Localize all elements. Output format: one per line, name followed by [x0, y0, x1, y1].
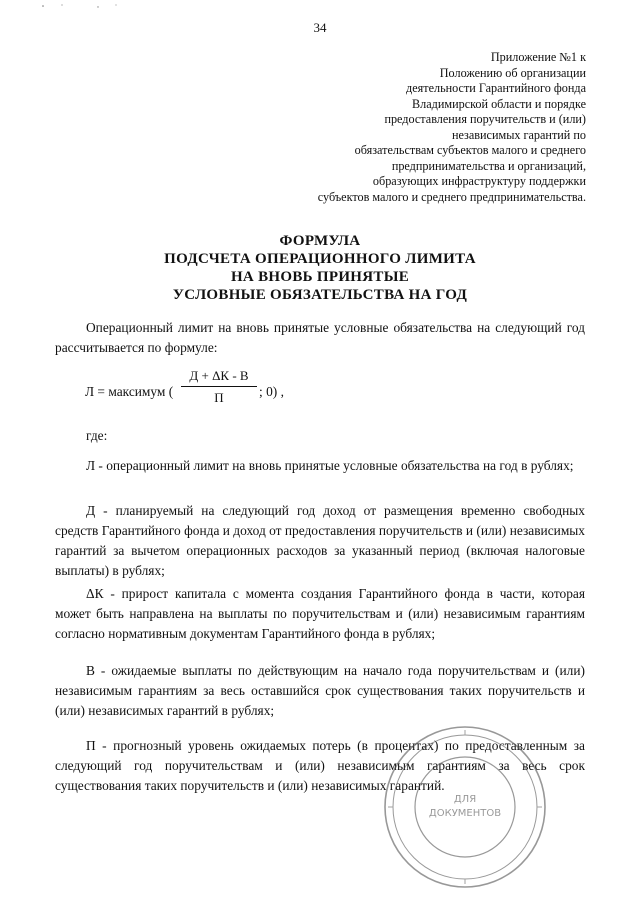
appendix-reference: [206, 50, 586, 205]
title-line: НА ВНОВЬ ПРИНЯТЫЕ: [230, 269, 410, 285]
seal-text-line: ДЛЯ: [453, 794, 477, 805]
formula-fraction: [181, 368, 257, 406]
formula-denominator: П: [214, 390, 224, 405]
intro-paragraph: Операционный лимит на вновь принятые условные обязательства на следующий год рассчитывается по формуле:: [55, 320, 585, 355]
seal-text-line: ДОКУМЕНТОВ: [428, 808, 502, 819]
scan-artifacts: [40, 2, 140, 10]
definition-L: Л - операционный лимит на вновь принятые условные обязательства на год в рублях;: [86, 458, 574, 473]
appendix-line: предоставления поручительств и (или): [384, 112, 586, 126]
appendix-line: обязательствам субъектов малого и среднего: [354, 143, 586, 157]
formula-numerator: Д + ΔК - В: [181, 368, 257, 387]
title-line: ПОДСЧЕТА ОПЕРАЦИОННОГО ЛИМИТА: [164, 251, 476, 267]
appendix-line: деятельности Гарантийного фонда: [406, 81, 586, 95]
page-number: 34: [313, 20, 327, 35]
stamp-seal: [380, 722, 550, 892]
formula-rhs: ; 0) ,: [259, 384, 284, 399]
appendix-line: Приложение №1 к: [490, 50, 586, 64]
title-line: ФОРМУЛА: [279, 233, 361, 249]
formula-lhs: Л = максимум (: [85, 384, 174, 399]
appendix-line: образующих инфраструктуру поддержки: [372, 174, 586, 188]
appendix-line: субъектов малого и среднего предпринимательства.: [317, 189, 586, 204]
definition-D: Д - планируемый на следующий год доход от размещения временно свободных средств Гарантийного фонда и доход от предоставления поручительств и (или) независимых гарантий за вычетом операционных расходов за указанный период (включая налоговые выплаты) в рублях;: [55, 503, 585, 578]
appendix-line: предпринимательства и организаций,: [391, 158, 586, 173]
definition-delta-K: ΔК - прирост капитала с момента создания Гарантийного фонда в части, которая может быть направлена на выплаты по поручительствам и (или) независимым гарантиям согласно нормативным документам Гарантийного фонда в рублях;: [55, 586, 585, 641]
appendix-line: независимых гарантий по: [451, 127, 586, 142]
appendix-line: Положению об организации: [439, 65, 586, 80]
where-label: где:: [86, 428, 108, 443]
definition-P: П - прогнозный уровень ожидаемых потерь (в процентах) по предоставленным за следующий год поручительствам и (или) независимым гарантиям за весь срок существования таких поручительств и (или) независимых гарантий.: [55, 738, 585, 793]
title-line: УСЛОВНЫЕ ОБЯЗАТЕЛЬСТВА НА ГОД: [172, 287, 468, 303]
appendix-line: Владимирской области и порядке: [412, 96, 586, 111]
document-title: [0, 232, 640, 304]
definition-V: В - ожидаемые выплаты по действующим на начало года поручительствам и (или) независимым гарантиям за весь оставшийся срок существования таких поручительств и (или) независимых гарантий в рублях;: [55, 663, 585, 718]
